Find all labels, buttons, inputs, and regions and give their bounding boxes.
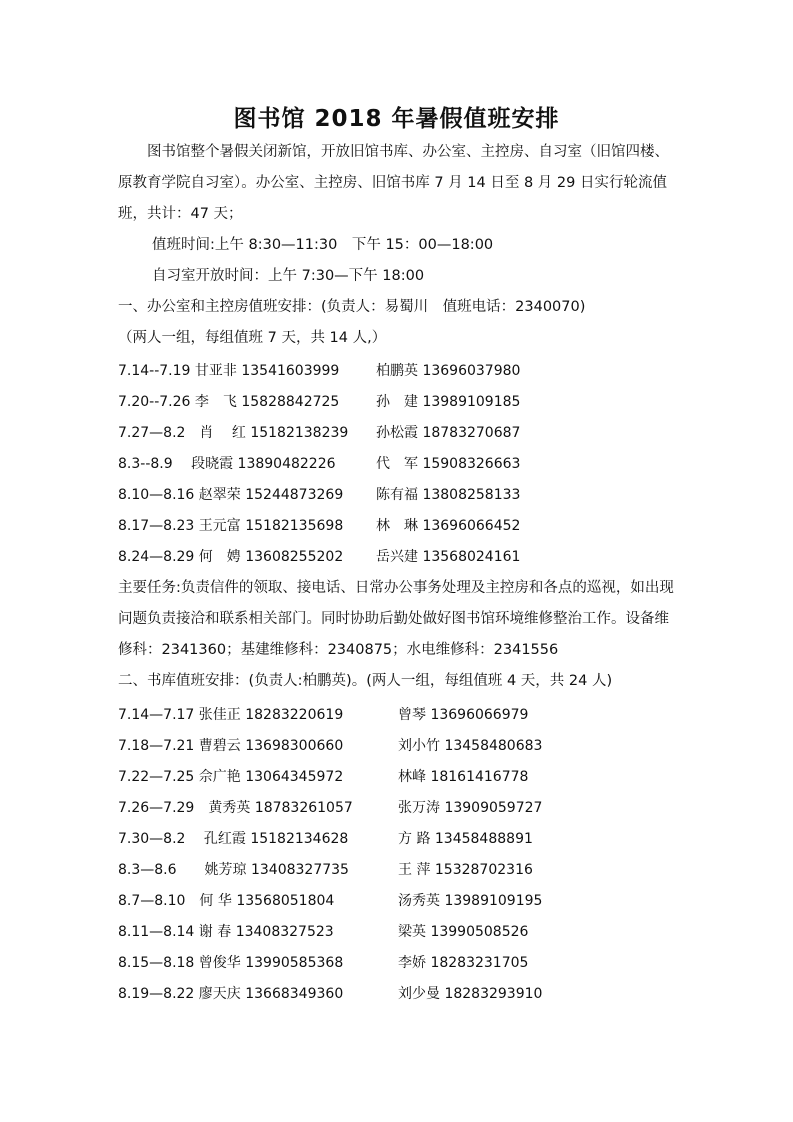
duty-row-left: 7.14--7.19 甘亚非 13541603999 — [118, 363, 340, 379]
duty-row-right: 汤秀英 13989109195 — [398, 893, 543, 909]
duty-row-right: 刘小竹 13458480683 — [398, 738, 543, 754]
duty-row-right: 梁英 13990508526 — [398, 924, 529, 940]
duty-row-right: 岳兴建 13568024161 — [376, 549, 521, 565]
duty-row-right: 林峰 18161416778 — [398, 769, 529, 785]
study-room-time: 自习室开放时间：上午 7:30—下午 18:00 — [152, 268, 425, 284]
section1-heading: 一、办公室和主控房值班安排：(负责人：易蜀川 值班电话：2340070) — [118, 299, 586, 315]
duty-row-left: 8.7—8.10 何 华 13568051804 — [118, 893, 335, 909]
duty-row-right: 王 萍 15328702316 — [398, 862, 533, 878]
duty-row-right: 李娇 18283231705 — [398, 955, 529, 971]
duty-row-left: 7.27—8.2 肖 红 15182138239 — [118, 425, 349, 441]
duty-row-left: 8.10—8.16 赵翠荣 15244873269 — [118, 487, 344, 503]
duty-row-left: 7.18—7.21 曹碧云 13698300660 — [118, 738, 344, 754]
duty-row-left: 8.15—8.18 曾俊华 13990585368 — [118, 955, 344, 971]
section1-note: （两人一组，每组值班 7 天，共 14 人,） — [118, 330, 387, 346]
intro-paragraph: 图书馆整个暑假关闭新馆，开放旧馆书库、办公室、主控房、自习室（旧馆四楼、原教育学院自习室）。办公室、主控房、旧馆书库 7 月 14 日至 8 月 29 日实行轮流值班，共计：47 天； — [118, 144, 669, 222]
page-title: 图书馆 2018 年暑假值班安排 — [233, 106, 560, 132]
duty-row-left: 7.14—7.17 张佳正 18283220619 — [118, 707, 344, 723]
duty-row-left: 8.3—8.6 姚芳琼 13408327735 — [118, 862, 349, 878]
duty-row-left: 8.11—8.14 谢 春 13408327523 — [118, 924, 334, 940]
duty-row-right: 张万涛 13909059727 — [398, 800, 543, 816]
duty-row-left: 8.3--8.9 段晓霞 13890482226 — [118, 456, 336, 472]
duty-row-right: 方 路 13458488891 — [398, 831, 533, 847]
duty-row-right: 刘少曼 18283293910 — [398, 986, 543, 1002]
section2-heading: 二、书库值班安排：(负责人:柏鹏英)。(两人一组，每组值班 4 天，共 24 人) — [118, 673, 613, 689]
duty-row-right: 代 军 15908326663 — [376, 456, 521, 472]
duty-row-right: 孙松霞 18783270687 — [376, 425, 521, 441]
duty-row-left: 8.19—8.22 廖天庆 13668349360 — [118, 986, 344, 1002]
duty-row-left: 7.22—7.25 佘广艳 13064345972 — [118, 769, 344, 785]
duty-row-right: 孙 建 13989109185 — [376, 394, 521, 410]
duty-row-right: 柏鹏英 13696037980 — [376, 363, 521, 379]
duty-row-right: 林 琳 13696066452 — [376, 518, 521, 534]
duty-row-right: 曾琴 13696066979 — [398, 707, 529, 723]
duty-row-left: 7.30—8.2 孔红霞 15182134628 — [118, 831, 349, 847]
duty-time: 值班时间:上午 8:30—11:30 下午 15：00—18:00 — [152, 237, 494, 253]
duty-row-left: 7.20--7.26 李 飞 15828842725 — [118, 394, 340, 410]
duty-row-left: 7.26—7.29 黄秀英 18783261057 — [118, 800, 353, 816]
duty-row-left: 8.17—8.23 王元富 15182135698 — [118, 518, 344, 534]
section1-tasks: 主要任务:负责信件的领取、接电话、日常办公事务处理及主控房和各点的巡视，如出现问题负责接洽和联系相关部门。同时协助后勤处做好图书馆环境维修整治工作。设备维修科：2341360；基建维修科：2340875；水电维修科：2341556 — [118, 580, 674, 658]
duty-row-left: 8.24—8.29 何 娉 13608255202 — [118, 549, 344, 565]
duty-row-right: 陈有福 13808258133 — [376, 487, 521, 503]
